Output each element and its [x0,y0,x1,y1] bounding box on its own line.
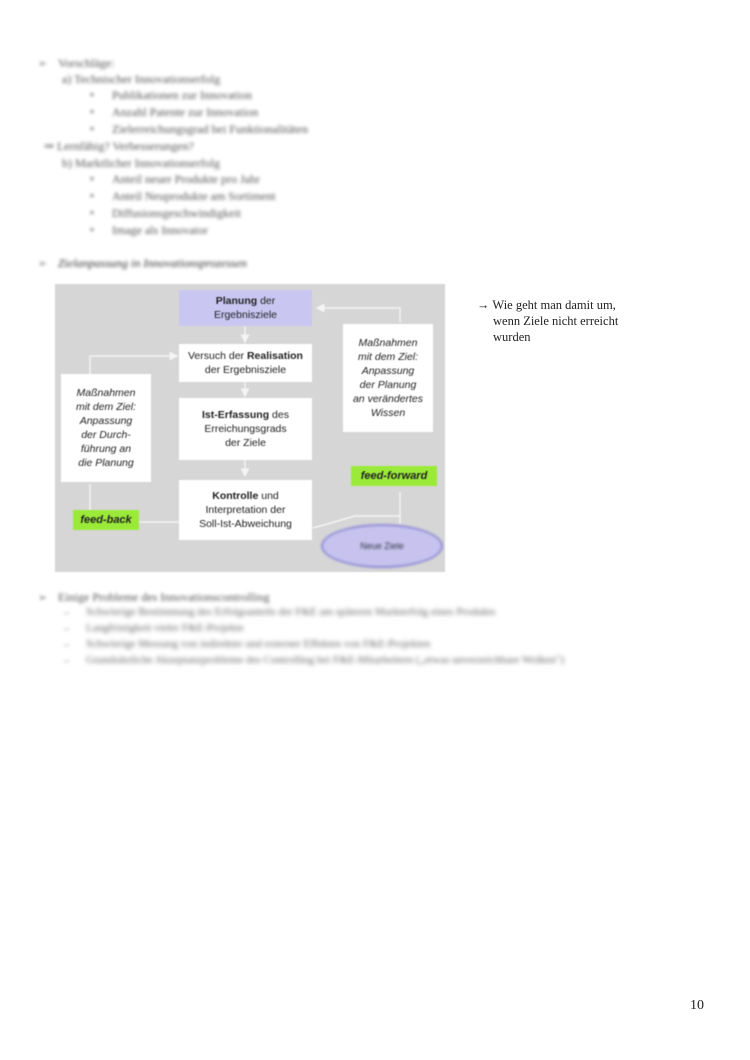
right-massnahmen-box [343,324,433,432]
section2-heading: Zielanpassung in Innovationsprozessen [58,256,247,270]
planung-rest: der [257,295,276,307]
planung-box [179,290,312,326]
left-box-line: die Planung [78,457,134,469]
square-bullet-icon: ▪ [90,123,94,135]
left-box-line: der Durch- [81,429,131,441]
section1-heading: Vorschläge: [58,56,115,70]
b-bullet-2: Anteil Neuprodukte am Sortiment [112,189,276,203]
arrow-bullet-icon: ➢ [38,58,48,70]
right-box-line: mit dem Ziel: [357,351,419,363]
feed-back-tag: feed-back [73,510,139,530]
right-box-line: Anpassung [361,365,415,377]
kontrolle-box [179,480,312,540]
problem-1: Schwierige Bestimmung des Erfolgsanteils der F&E am späteren Markterfolg eines Produkts [86,606,496,618]
ist-rest: des [269,409,289,421]
neue-ziele-ellipse: Neue Ziele [321,524,443,568]
kontrolle-line2: Interpretation der [205,504,286,516]
section3-heading: Einige Probleme des Innovationscontrolling [58,590,270,604]
right-box-line: Wissen [370,407,406,419]
side-note [477,297,677,345]
ist-erfassung-box [179,398,312,460]
square-bullet-icon: ▪ [90,207,94,219]
kontrolle-bold: Kontrolle [212,490,259,502]
versuch-line2: der Ergebnisziele [204,364,287,376]
kontrolle-line3: Soll-Ist-Abweichung [199,518,292,530]
a-bullet-2: Anzahl Patente zur Innovation [112,105,259,119]
arrow-bullet-icon: ➢ [38,592,48,604]
left-box-line: führung an [80,443,132,455]
a-bullet-1: Publikationen zur Innovation [112,88,252,102]
dash-bullet-icon: – [64,623,70,635]
left-box-line: Anpassung [79,415,133,427]
planung-line2: Ergebnisziele [213,309,278,321]
dash-bullet-icon: – [64,639,70,651]
left-box-line: mit dem Ziel: [75,401,137,413]
problem-2: Langfristigkeit vieler F&E-Projekte [86,622,244,634]
right-box-line: Maßnahmen [358,337,418,349]
arrow-bullet-icon: ➢ [38,258,48,270]
problem-3: Schwierige Messung von indirekter und externer Effekten von F&E-Projekten [86,638,431,650]
ist-bold: Ist-Erfassung [202,409,270,421]
b-bullet-3: Diffusionsgeschwindigkeit [112,206,242,220]
right-box-line: der Planung [359,379,417,391]
dash-bullet-icon: – [64,655,70,667]
note-line-1: → Wie geht man damit um, [477,298,616,312]
arrow-note: ⇒ Lernfähig? Verbesserungen? [44,139,194,153]
right-box-line: an verändertes [352,393,424,405]
zielanpassung-diagram [55,284,445,572]
square-bullet-icon: ▪ [90,224,94,236]
note-line-3: wurden [493,330,531,344]
dash-bullet-icon: – [64,607,70,619]
page-number: 10 [690,998,704,1013]
planung-bold: Planung [215,295,258,307]
feed-forward-tag: feed-forward [351,466,437,486]
b-bullet-4: Image als Innovator [112,223,208,237]
left-massnahmen-box [61,374,151,482]
square-bullet-icon: ▪ [90,89,94,101]
realisation-box [179,344,312,382]
versuch-bold: Realisation [246,350,303,362]
square-bullet-icon: ▪ [90,173,94,185]
ist-line3: der Ziele [225,437,266,449]
note-line-2: wenn Ziele nicht erreicht [493,314,619,328]
item-a: a) Technischer Innovationserfolg [62,72,221,86]
problem-4: Grundsätzliche Akzeptanzprobleme des Controlling bei F&E-Mitarbeitern („etwas unverzeichbare Wolken") [86,654,565,666]
square-bullet-icon: ▪ [90,190,94,202]
ist-line2: Erreichungsgrads [204,423,287,435]
b-bullet-1: Anteil neuer Produkte pro Jahr [112,172,260,186]
left-box-line: Maßnahmen [76,387,136,399]
a-bullet-3: Zielerreichungsgrad bei Funktionalitäten [112,122,308,136]
kontrolle-rest: und [258,490,279,502]
square-bullet-icon: ▪ [90,106,94,118]
item-b: b) Marktlicher Innovationserfolg [62,156,220,170]
versuch-pre: Versuch der [188,350,247,362]
